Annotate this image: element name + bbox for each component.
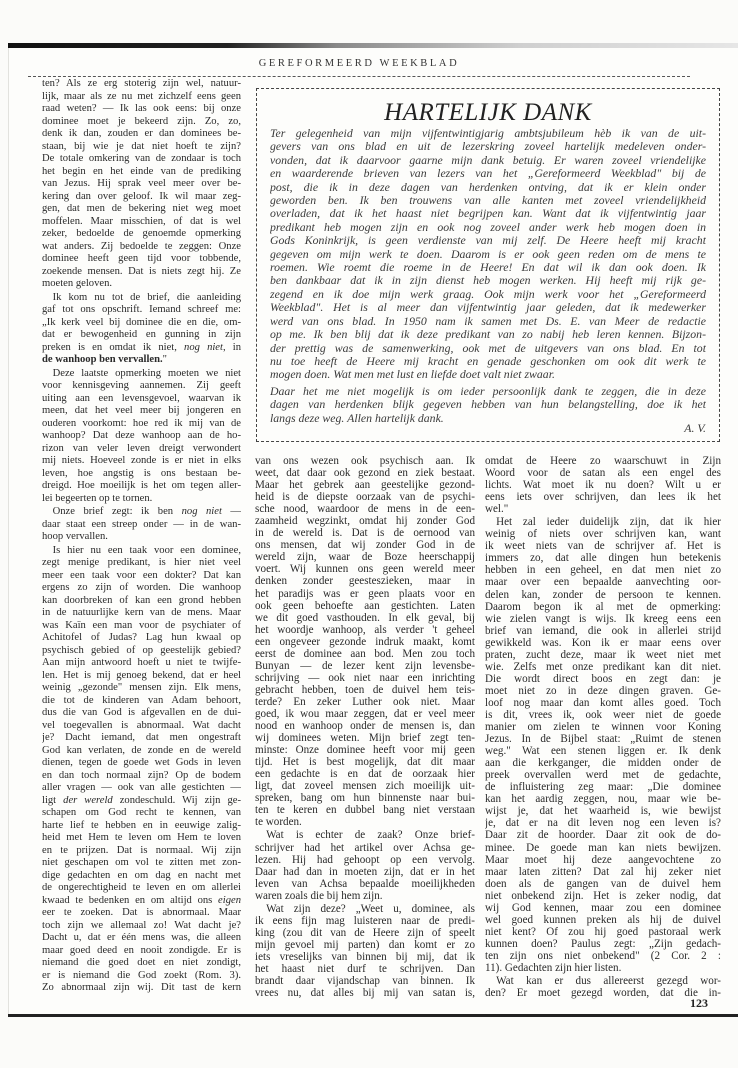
text-line: zegt menige predikant, is hier niet veel <box>42 557 241 568</box>
text-line: wanhoop? Dat deze wanhoop aan de ho- <box>42 430 241 441</box>
text-line: lei begeerten op te tornen. <box>42 492 153 504</box>
notice-line: post, die ik in deze dagen van herdenken ontving, dat ik er klein onder <box>270 180 706 194</box>
text-line: lichts. Wat moet ik nu doen? Wilt u er <box>485 479 721 492</box>
text-line: wijst je, dat het waarheid is, wie bewijst <box>485 805 721 818</box>
text-line: preek overvallen werd met de gedachte, <box>485 769 721 782</box>
italic-text: nog niet <box>184 341 223 353</box>
text-line: maar laten zitten? Dat zal hij zeker niet <box>485 865 721 878</box>
text-line: is dit, vrees ik, ook weer niet de goede <box>485 708 721 721</box>
text-line: ik eens fijn mag luisteren naar de predi- <box>255 914 475 927</box>
text-line: zaamheid wegzinkt, omdat hij zonder God <box>255 515 475 528</box>
text-line: kunnen doen? Paulus zegt: „Zijn gedach- <box>485 937 721 950</box>
text-line: Die wordt direct boos en zegt dan: je <box>485 672 721 685</box>
text-line: niet geschapen om vol te zitten met zon- <box>42 857 241 868</box>
text-line: moet niet zo in deze dingen graven. Ge- <box>485 684 721 697</box>
text-line: De totale omkering van de zondaar is toch <box>42 153 241 164</box>
text-line: voor kennisgeving aannemen. Zij geeft <box>42 380 241 391</box>
notice-line: Weekblad". Het is al meer dan vijfentwintig jaar geleden, dat ik medewerker <box>270 301 706 315</box>
notice-line: en waarderende brieven van lezers van het „Gereformeerd Weekblad" bij de <box>270 167 706 181</box>
text-line: niemand die goed doet en niet zondigt, <box>42 957 241 968</box>
text-line: len. Het is mij genoeg bekend, dat er heel <box>42 669 241 681</box>
paragraph <box>42 78 241 291</box>
column-middle <box>255 455 475 999</box>
text-line: wie. Zelfs met onze predikant kan dit niet. <box>485 660 721 673</box>
text-line: Is hier nu een taak voor een dominee, <box>52 544 241 556</box>
text-line: het begin en het einde van de prediking <box>42 165 241 177</box>
text-line: leven van Achsa bepaalde moeilijkheden <box>255 877 475 890</box>
notice-line: ben dankbaar dat ik in zijn dienst heb mogen werken. Hij heeft mij rijk ge- <box>270 274 706 288</box>
text-line: God kan verlaten, de zonde en de wereld <box>42 744 241 756</box>
text-line: brandt daar vijandschap van binnen. Ik <box>255 975 475 988</box>
notice-line: dagen van herdenken blijk gegeven hebben van hun belangstelling, doe ik het <box>270 398 706 412</box>
text-run: , in <box>222 341 241 353</box>
notice-line: op me. Ik ben blij dat ik deze predikant van zo nabij heb leren kennen. Bijzon- <box>270 328 706 342</box>
column-left <box>42 78 241 995</box>
text-line: te worden. <box>255 816 302 829</box>
text-line: den? Er moet gezegd worden, dat die in- <box>485 987 721 1000</box>
notice-box-hartelijk-dank <box>256 88 720 442</box>
text-line: een gedachte is en dat de oorzaak hier <box>255 768 475 781</box>
text-line: ons mensen, dat wij zonder God in de <box>255 539 475 552</box>
top-rule <box>8 43 738 48</box>
text-line: minste: Onze dominee heeft voor mij geen <box>255 744 475 757</box>
text-line: doen als de gangen van de duivel hem <box>485 877 721 890</box>
text-line: Wat zijn deze? „Weet u, dominee, als <box>266 902 475 915</box>
text-line: Daar had dan in moeten zijn, dat er in het <box>255 865 475 878</box>
text-run: Onze brief zegt: ik ben <box>52 506 182 517</box>
text-line: wel." <box>485 503 509 516</box>
text-line: lijk, maar als ze nu met zichzelf eens geen <box>42 90 241 102</box>
paragraph <box>255 455 475 828</box>
text-line: denk ik dan, zouden er dan dominees be- <box>42 128 241 139</box>
paragraph <box>485 975 721 999</box>
text-line: en dan toch normaal zijn? Op de bodem <box>42 769 241 781</box>
text-line: leven, hoe angstig is ons bestaan be- <box>42 467 241 479</box>
notice-line: langs deze weg. Allen hartelijk dank. <box>270 411 444 425</box>
italic-text: eigen <box>218 894 241 906</box>
text-line: wereld zijn, waar de Boze heerschappij <box>255 551 475 564</box>
text-line: manier om zielen te winnen voor Koning <box>485 721 721 734</box>
text-line: dus die van God is afgevallen en de dui- <box>42 707 241 718</box>
notice-title: HARTELIJK DANK <box>384 99 592 126</box>
text-line: uiting aan een levensgevoel, waarvan ik <box>42 392 241 404</box>
italic-text: nog niet <box>181 506 222 517</box>
text-line: Het zal ieder duidelijk zijn, dat ik hier <box>496 516 721 529</box>
text-line: wij dominees weten. Mijn brief zegt ten- <box>255 732 475 745</box>
text-run: preken is en omdat ik niet, <box>42 341 185 353</box>
text-line: in de natuurlijke kern van de mens. Maar <box>42 607 241 618</box>
notice-line: mogen doen. Wat men met lust en liefde doet valt niet zwaar. <box>270 368 555 382</box>
notice-line: zegend en ik doe mijn werk graag. Ook mijn werk voor het „Gereformeerd <box>270 287 706 301</box>
running-header: GEREFORMEERD WEEKBLAD <box>258 58 460 69</box>
text-line: schrijver had het artikel over Achsa ge- <box>255 841 475 854</box>
text-line: kering dan over geloof. Ik wil maar zeg- <box>42 190 241 202</box>
text-line <box>42 354 241 367</box>
text-line: die tot de kinderen van Adam behoort, <box>42 694 241 706</box>
text-line: Aan mijn antwoord hoeft u niet te twijfe- <box>42 657 241 668</box>
text-line: een ongeveer gezonde indruk maakt, komt <box>255 635 475 648</box>
text-line: tijd. Het is best mogelijk, dat dit maar <box>255 756 475 769</box>
text-line: ligt, dat zoveel mensen zich moeilijk uit- <box>255 780 475 793</box>
text-line: de ongerechtigheid te leven en om allerlei <box>42 882 241 893</box>
text-line: schapen om God recht te kennen, van <box>42 807 241 818</box>
text-line: harte lief te hebben en in eeuwige zalig- <box>42 819 241 831</box>
text-line: wat anders. Zij bedoelde te zeggen: Onze <box>42 240 241 252</box>
text-line: ergens zo zijn of worden. Die wanhoop <box>42 582 241 593</box>
text-line: rizon van veler leven dreigt verwondert <box>42 442 241 454</box>
text-line: in de wereld is. Dat is de oernood van <box>255 527 475 540</box>
text-line: dominee moet je bekeerd zijn. Zo, zo, <box>42 115 241 127</box>
text-line: iets vreselijks van binnen bij mij, dat ik <box>255 950 475 963</box>
text-line <box>42 895 241 908</box>
notice-line: predikant heb mogen zijn en ook nog zoveel ander werk heb mogen doen in <box>270 220 706 234</box>
text-line: brief van iemand, die ook in allerlei strijd <box>485 624 721 637</box>
text-line: Zo abnormaal zijn wij. Dit tast de kern <box>42 982 241 993</box>
text-line: aan die kerkganger, die midden onder de <box>485 757 721 770</box>
text-line: psychisch gebied of op geestelijk gebied? <box>42 644 241 656</box>
notice-body <box>270 127 706 425</box>
text-line: denken zonder geesteszieken, maar in <box>255 575 475 588</box>
text-line: het woordje wanhoop, als verder 't geheel <box>255 623 475 636</box>
text-line: Daarom begon ik al met de opmerking: <box>485 600 721 613</box>
text-line: wie zielen vangt is wijs. Ik kreeg eens een <box>485 612 721 625</box>
notice-line: gegeven om mijn werk te doen. Daarom is er ook geen reden om de mens te <box>270 247 706 261</box>
text-run: — <box>221 506 241 517</box>
header-rule <box>28 76 690 77</box>
notice-signature: A. V. <box>684 421 706 435</box>
text-line: weinig of niets over schrijven kan, want <box>485 528 721 541</box>
paragraph <box>485 455 721 515</box>
paragraph <box>255 829 475 901</box>
text-line: dige gedachten en om dag en nacht met <box>42 869 241 881</box>
text-line: heid is de diepste oorzaak van de psychi- <box>255 491 475 504</box>
text-line: schrijving — ook niet naar een inrichting <box>255 671 475 684</box>
text-line: Maar moet hij deze aangevochtene zo <box>485 853 721 866</box>
text-run: kwaad te bedenken en om altijd ons <box>42 894 219 906</box>
text-line: Wat kan er dus allereerst gezegd wor- <box>496 975 721 988</box>
text-line: kan doorbreken of kan een grond hebben <box>42 594 241 606</box>
text-line: gewikkeld was. Kon ik er maar eens over <box>485 636 721 649</box>
text-run: ligt <box>42 794 64 806</box>
text-line: Woord voor de satan als een engel des <box>485 467 721 480</box>
text-line: dreigd. Hoe moeilijk is het om tegen aller- <box>42 480 241 491</box>
text-line: Dacht u, dat er één mens was, die alleen <box>42 932 241 943</box>
text-line: Ik kom nu tot de brief, die aanleiding <box>52 291 241 303</box>
text-line: weinig „gezonde" mensen zijn. Elk mens, <box>42 682 241 693</box>
text-line: ten zijn ons niet onbekend" (2 Cor. 2 : <box>485 949 721 962</box>
text-line: niet kent? Of zou hij goed pastoraal werk <box>485 925 721 938</box>
text-line: hoop vervallen. <box>42 531 108 542</box>
text-line: ook geen behoefte aan gestichten. Laten <box>255 599 475 612</box>
text-line: hebben in een geheel, en dat men niet zo <box>485 564 721 577</box>
text-line: eerst de dominee aan bod. Men zou toch <box>255 647 475 660</box>
page-number: 123 <box>690 996 708 1010</box>
text-line: waren zoals die bij hem zijn. <box>255 889 383 902</box>
text-line: staan, bij wie je dat niet hoeft te zijn? <box>42 140 241 152</box>
text-line: Daar zit de hoorder. Daar zit ook de do- <box>485 829 721 842</box>
text-line: „Ik kerk veel bij dominee die en die, om- <box>42 316 241 328</box>
text-line: eer te zoeken. Dat is abnormaal. Maar <box>42 907 241 918</box>
text-line: je, dat er na dit leven nog een leven is? <box>485 817 721 830</box>
text-line: weet, dat daar ook gezond en ziek bestaat. <box>255 467 475 480</box>
text-line: goed, ik wou maar zeggen, dat er veel meer <box>255 707 475 720</box>
text-line: heid met Hem te leven om Hem te loven <box>42 832 241 843</box>
text-line: moeten geloven. <box>42 278 113 289</box>
text-line: 11). Gedachten zijn hier listen. <box>485 961 622 974</box>
text-line <box>42 342 241 355</box>
text-line: king (zou dit van de Heere zijn of speelt <box>255 926 475 939</box>
bottom-rule <box>8 1014 738 1017</box>
text-line: dat er bewogenheid en gunning in zijn <box>42 329 241 340</box>
bold-text: de wanhoop ben vervallen. <box>42 354 163 365</box>
notice-line: roemen. Wie roemt die roeme in de Heere! En dat wil ik dan ook doen. Ik <box>270 261 706 275</box>
text-line: het haast niet durf te schrijven. Dan <box>255 962 475 975</box>
notice-line: werd van ons blad. In 1950 nam ik samen met Ds. E. van Meer de redactie <box>270 314 706 328</box>
text-line: weg." Wat een stenen liggen er. Ik denk <box>485 745 721 758</box>
text-line <box>42 506 241 519</box>
notice-line: Gods Koninkrijk, is geen verdienste van mij zelf. De Heere heeft mij kracht <box>270 234 706 248</box>
text-line: van Jezus. Hij sprak veel meer over be- <box>42 178 241 189</box>
text-line: Jezus. In de Bijbel staat: „Ruimt de stenen <box>485 733 721 746</box>
paragraph <box>42 506 241 544</box>
notice-line: gevers van ons blad en uit de lezerskring zoveel hartelijk medeleven onder- <box>270 140 706 154</box>
paragraph <box>42 545 241 995</box>
notice-line: der prettig was de samenwerking, ook met de uitgevers van ons blad. En tot <box>270 341 706 355</box>
text-line: niet onbekend zijn. Het is zeker nodig, dat <box>485 889 721 902</box>
text-line: mij niets. Hoeveel zonde is er niet in elks <box>42 455 241 466</box>
text-line: eens iets over schrijven, dan lees ik het <box>485 491 721 504</box>
text-line: Deze laatste opmerking moeten we niet <box>52 367 241 379</box>
paragraph <box>42 292 241 367</box>
text-line: terde? En zeker Luther ook niet. Maar <box>255 695 475 708</box>
text-line: dominee heeft geen tijd voor tobbende, <box>42 253 241 264</box>
notice-paragraph <box>270 127 706 382</box>
text-line: de influistering zeg maar: „Die dominee <box>485 781 721 794</box>
text-line: was Kaïn een man voor de psychiater of <box>42 619 241 631</box>
text-line: wij God kennen, maar zou een dominee <box>485 901 721 914</box>
text-line: je? Dacht iemand, dat men ongestraft <box>42 732 241 743</box>
column-right <box>485 455 721 999</box>
text-line: ik weet niets van de schrijver af. Het is <box>485 540 721 553</box>
text-line: nood en wanhoop onder de mensen is, dan <box>255 720 475 733</box>
text-line: we dit goed vasthouden. In elk geval, bij <box>255 611 475 624</box>
text-line: wel goed kunnen preken als hij de duivel <box>485 913 721 926</box>
text-line: zoekende mensen. Dat is niets zegt hij. Ze <box>42 265 241 277</box>
text-line: van ons wezen ook psychisch aan. Ik <box>255 455 475 467</box>
notice-line: overladen, dat ik het haast niet begrijpen kan. Want dat ik vijfentwintig jaar <box>270 207 706 221</box>
text-line: kan het aardig zeggen, nou, maar wie be- <box>485 793 721 806</box>
text-line: loof nog maar dan komt alles goed. Toch <box>485 696 721 709</box>
notice-line: geworden ben. Ik ben trouwens van alle kanten met zoveel vriendelijkheid <box>270 194 706 208</box>
text-line: voert. Wij kunnen ons geen wereld meer <box>255 563 475 576</box>
text-run: zondeschuld. Wij zijn ge- <box>112 794 241 806</box>
text-line: sche nood, waardoor de mens in de een- <box>255 503 475 516</box>
text-line: maar goed deed en nooit zondigde. Er is <box>42 944 241 956</box>
text-line: het paradijs was er geen plaats voor en <box>255 587 475 600</box>
text-line: daar staat een streep onder — in de wan- <box>42 518 241 530</box>
text-line: meer een taak voor een dokter? Dat kan <box>42 569 241 581</box>
paragraph <box>255 903 475 999</box>
notice-line: vonden, dat ik daarvoor gaarne mijn dank betuig. Er waren zoveel vriendelijke <box>270 153 706 167</box>
text-line: gebracht hebben, toen de duivel hem teis- <box>255 683 475 696</box>
text-line: zeker, bedoelde de genoemde opmerking <box>42 228 241 239</box>
text-line: immers zo, dat alle dingen hun betekenis <box>485 552 721 565</box>
notice-line: nu toe heeft de Heere mij kracht en genade geschonken om ook dit werk te <box>270 354 706 368</box>
notice-line: Daar het me niet mogelijk is om ieder persoonlijk dank te zeggen, die in deze <box>270 384 706 398</box>
text-line: spreken, bang om hun binnenste naar bui- <box>255 792 475 805</box>
text-line: Maar het gebrek aan geestelijke gezond- <box>255 479 475 492</box>
text-line: Achitofel of Judas? Lag hun kwaal op <box>42 632 241 643</box>
notice-paragraph <box>270 385 706 425</box>
text-line: meen, dat het veel meer bij jongeren en <box>42 405 241 416</box>
text-line: gen, dat men de bekering niet weg moet <box>42 203 241 214</box>
text-line: ten te keren en dubbel bang niet verstaan <box>255 804 475 817</box>
text-line: lezen. Hij had gehoopt op een vervolg. <box>255 853 475 866</box>
text-line: aller vragen — ook van alle gestichten — <box>42 782 241 793</box>
text-line <box>42 795 241 808</box>
text-line: maar over een bepaalde aanvechting oor- <box>485 576 721 589</box>
text-line: toch zijn we allemaal zo! Wat dacht je? <box>42 919 241 931</box>
text-line: dienen, tegen de goede wet Gods in leven <box>42 757 241 768</box>
text-line: ten? Als ze erg stoterig zijn wel, natuur- <box>42 78 241 89</box>
text-line: mijn gevoel mij parten) dan komt er zo <box>255 938 475 951</box>
text-line: moffelen. Maar misschien, of dat is wel <box>42 215 241 227</box>
text-line: raad weten? — Ik las ook eens: bij onze <box>42 103 241 114</box>
text-line: minee. De goede man kan niets bewijzen. <box>485 841 721 854</box>
text-line: omdat de Heere zo waarschuwt in Zijn <box>485 455 721 467</box>
text-run: " <box>162 354 167 365</box>
text-line: Wat is echter de zaak? Onze brief- <box>266 829 475 842</box>
text-line: en te prijzen. Dat is normaal. Wij zijn <box>42 844 241 856</box>
text-line: ouderen voorkomt: hoe red ik mij van de <box>42 417 241 429</box>
text-line: vel toegevallen is abnormaal. Wat dacht <box>42 719 241 731</box>
text-line: vrees nu, dat alles bij mij van satan is, <box>255 987 475 1000</box>
paragraph <box>42 368 241 506</box>
text-line: Bunyan — de lezer kent zijn levensbe- <box>255 659 475 672</box>
paragraph <box>485 516 721 974</box>
text-line: delen kan, zonder de persoon te kennen. <box>485 588 721 601</box>
text-line: gaf tot ons opschrift. Iemand schreef me: <box>42 304 241 315</box>
text-line: er is niemand die God zoekt (Rom. 3). <box>42 969 241 981</box>
italic-text: der wereld <box>63 794 113 806</box>
text-line: praten, zucht deze, maar ik weet niet met <box>485 648 721 661</box>
notice-line: Ter gelegenheid van mijn vijfentwintigjarig ambtsjubileum hèb ik van de uit- <box>270 127 706 140</box>
